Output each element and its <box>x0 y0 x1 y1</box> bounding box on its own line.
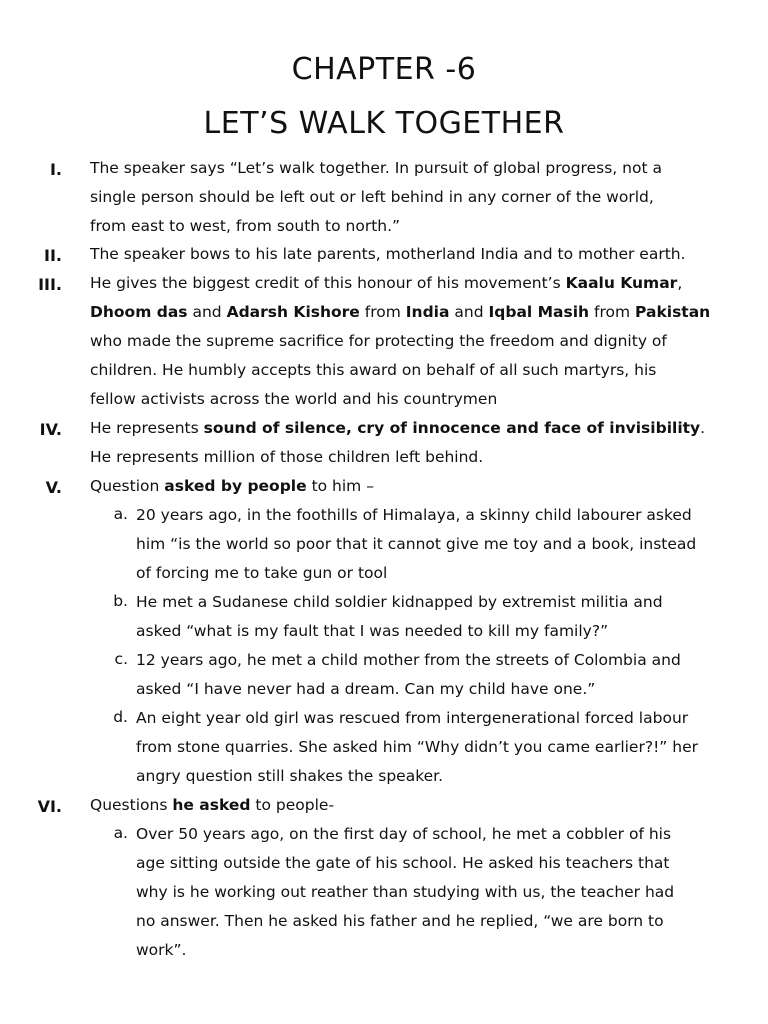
item-iv-line-1: He represents sound of silence, cry of innocence and face of invisibility. <box>90 419 706 437</box>
sub-d-line-3: angry question still shakes the speaker. <box>136 767 444 785</box>
item-i-line-1: The speaker says “Let’s walk together. In pursuit of global progress, not a <box>90 159 662 177</box>
sub-vi-a-line-3: why is he working out reather than studying with us, the teacher had <box>136 883 675 901</box>
sub-vi-a-line-2: age sitting outside the gate of his school. He asked his teachers that <box>136 854 670 872</box>
numeral-iii: III. <box>38 275 62 294</box>
sub-vi-a-letter: a. <box>113 824 128 842</box>
sub-a-letter: a. <box>113 505 128 523</box>
sub-a-line-1: 20 years ago, in the foothills of Himalaya, a skinny child labourer asked <box>136 506 692 524</box>
numeral-iv: IV. <box>39 420 62 439</box>
sub-a-line-2: him “is the world so poor that it cannot give me toy and a book, instead <box>136 535 697 553</box>
sub-vi-a-line-5: work”. <box>136 941 187 959</box>
numeral-vi: VI. <box>37 797 62 816</box>
sub-d-line-2: from stone quarries. She asked him “Why didn’t you came earlier?!” her <box>136 738 698 756</box>
item-iii-line-4: children. He humbly accepts this award on behalf of all such martyrs, his <box>90 361 657 379</box>
numeral-v: V. <box>45 478 62 497</box>
chapter-title: LET’S WALK TOGETHER <box>203 106 565 141</box>
sub-c-line-2: asked “I have never had a dream. Can my child have one.” <box>136 680 596 698</box>
item-v-line-1: Question asked by people to him – <box>90 477 374 495</box>
sub-c-line-1: 12 years ago, he met a child mother from the streets of Colombia and <box>136 651 681 669</box>
sub-d-line-1: An eight year old girl was rescued from intergenerational forced labour <box>136 709 689 727</box>
item-iii-line-3: who made the supreme sacrifice for protecting the freedom and dignity of <box>90 332 667 350</box>
item-iii-line-2: Dhoom das and Adarsh Kishore from India and Iqbal Masih from Pakistan <box>90 303 711 321</box>
sub-a-line-3: of forcing me to take gun or tool <box>136 564 388 582</box>
item-i-line-2: single person should be left out or left behind in any corner of the world, <box>90 188 654 206</box>
item-vi-line-1: Questions he asked to people- <box>90 796 335 814</box>
item-iv-line-2: He represents million of those children left behind. <box>90 448 484 466</box>
item-iii-line-1: He gives the biggest credit of this honour of his movement’s Kaalu Kumar, <box>90 274 683 292</box>
numeral-ii: II. <box>44 246 62 265</box>
sub-b-line-1: He met a Sudanese child soldier kidnapped by extremist militia and <box>136 593 663 611</box>
sub-b-line-2: asked “what is my fault that I was needed to kill my family?” <box>136 622 609 640</box>
item-ii-line-1: The speaker bows to his late parents, motherland India and to mother earth. <box>90 245 686 263</box>
sub-vi-a-line-1: Over 50 years ago, on the first day of school, he met a cobbler of his <box>136 825 672 843</box>
sub-c-letter: c. <box>114 650 128 668</box>
sub-vi-a-line-4: no answer. Then he asked his father and he replied, “we are born to <box>136 912 664 930</box>
sub-d-letter: d. <box>113 708 128 726</box>
sub-b-letter: b. <box>113 592 128 610</box>
chapter-heading: CHAPTER -6 <box>291 52 477 87</box>
item-i-line-3: from east to west, from south to north.” <box>90 217 401 235</box>
item-iii-line-5: fellow activists across the world and his countrymen <box>90 390 498 408</box>
numeral-i: I. <box>49 160 62 179</box>
